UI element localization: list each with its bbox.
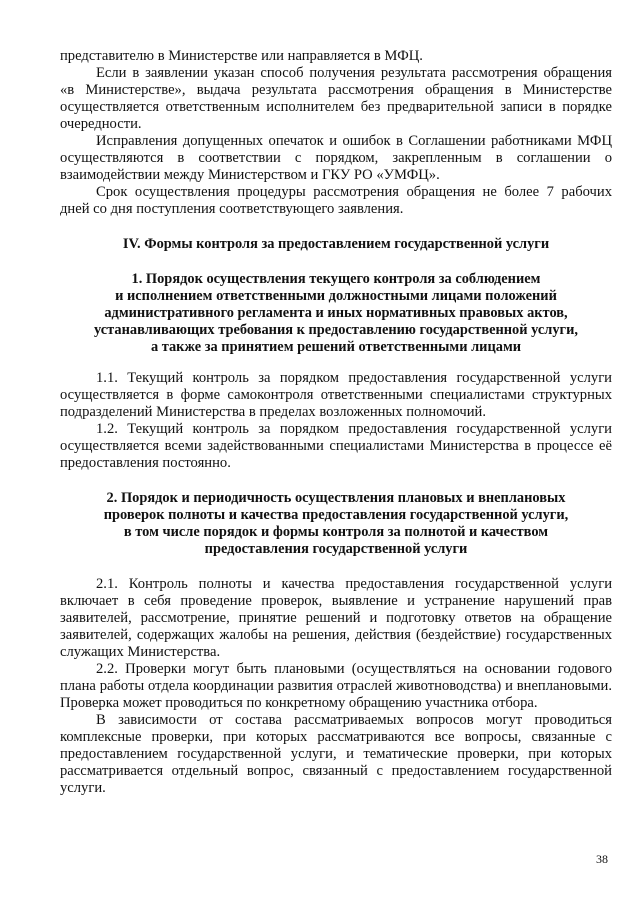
paragraph-1-1: 1.1. Текущий контроль за порядком предоставления государственной услуги осуществляется в форме самоконтроля ответственными специалистами структурных подразделений Министерства в пределах возложенных полномочий. [60, 370, 612, 420]
page-number: 38 [596, 852, 608, 866]
subsection-1-heading-line: а также за принятием решений ответственными лицами [150, 339, 522, 355]
subsection-2-heading-line: в том числе порядок и формы контроля за полнотой и качеством [123, 524, 549, 540]
paragraph-1-2: 1.2. Текущий контроль за порядком предоставления государственной услуги осуществляется всеми задействованными специалистами Министерства в процессе её предоставления постоянно. [60, 421, 612, 471]
paragraph-inspections: В зависимости от состава рассматриваемых вопросов могут проводиться комплексные проверки, при которых рассматриваются все вопросы, связанные с предоставлением государственной услуги, и тематические проверки, при которых рассматривается отдельный вопрос, связанный с предоставлением государственной услуги. [60, 712, 612, 796]
paragraph-result-in-ministry: Если в заявлении указан способ получения результата рассмотрения обращения «в Министерстве», выдача результата рассмотрения обращения в Министерстве осуществляется ответственным исполнителем без предварительной записи в порядке очередности. [60, 65, 612, 132]
subsection-1-heading [60, 271, 612, 356]
subsection-1-heading-line: и исполнением ответственными должностными лицами положений [115, 288, 557, 304]
paragraph-continuation: представителю в Министерстве или направляется в МФЦ. [60, 48, 423, 64]
subsection-1-heading-line: 1. Порядок осуществления текущего контроля за соблюдением [131, 271, 541, 287]
paragraph-corrections: Исправления допущенных опечаток и ошибок в Соглашении работниками МФЦ осуществляются в соответствии с порядком, закрепленным в соглашении о взаимодействии между Министерством и ГКУ РО «УМФЦ». [60, 133, 612, 183]
subsection-2-heading-line: предоставления государственной услуги [204, 541, 468, 557]
paragraph-2-2: 2.2. Проверки могут быть плановыми (осуществляться на основании годового плана работы отдела координации развития отраслей животноводства) и внеплановыми. Проверка может проводиться по конкретному обращению участника отбора. [60, 661, 612, 711]
section-iv-heading: IV. Формы контроля за предоставлением государственной услуги [122, 236, 550, 252]
subsection-2-heading-line: проверок полноты и качества предоставления государственной услуги, [103, 507, 569, 523]
paragraph-term: Срок осуществления процедуры рассмотрения обращения не более 7 рабочих дней со дня поступления соответствующего заявления. [60, 184, 612, 217]
subsection-1-heading-line: административного регламента и иных нормативных правовых актов, [104, 305, 568, 321]
subsection-2-heading-line: 2. Порядок и периодичность осуществления плановых и внеплановых [106, 490, 566, 506]
paragraph-2-1: 2.1. Контроль полноты и качества предоставления государственной услуги включает в себя проведение проверок, выявление и устранение нарушений прав заявителей, рассмотрение, принятие решений и подготовку ответов на обращение заявителей, содержащих жалобы на решения, действия (бездействие) государственных служащих Министерства. [60, 576, 612, 660]
document-page [60, 48, 612, 797]
subsection-1-heading-line: устанавливающих требования к предоставлению государственной услуги, [94, 322, 578, 338]
subsection-2-heading [60, 490, 612, 558]
